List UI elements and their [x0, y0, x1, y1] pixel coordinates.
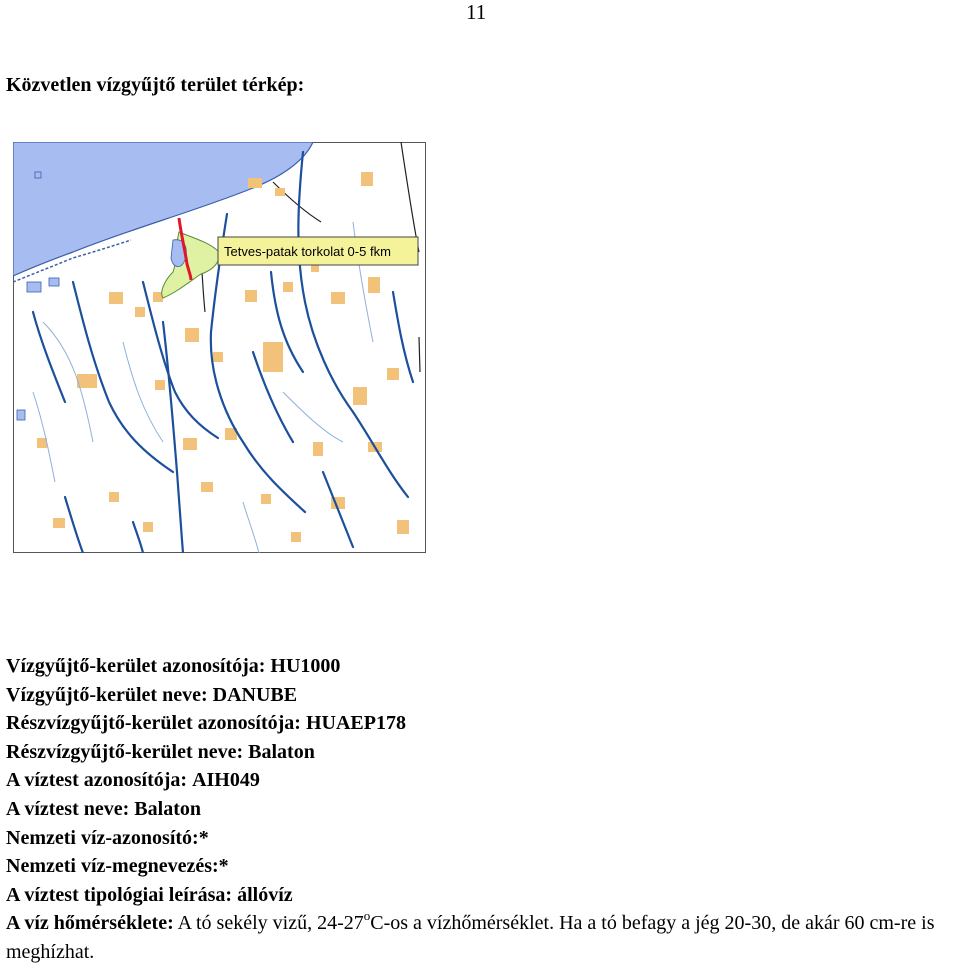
info-row-waterbody-name	[6, 795, 960, 824]
info-label: A víztest neve:	[6, 797, 130, 820]
info-label: Vízgyűjtő-kerület neve:	[6, 683, 208, 706]
info-label: A víztest azonosítója:	[6, 769, 188, 792]
info-label: Részvízgyűjtő-kerület azonosítója:	[6, 712, 301, 735]
info-value: Balaton	[134, 797, 201, 820]
info-row-subbasin-name	[6, 738, 960, 767]
info-value: HUAEP178	[305, 712, 406, 735]
info-value: AIH049	[192, 769, 260, 792]
temperature-label: A víz hőmérséklete:	[6, 912, 174, 935]
info-label: Nemzeti víz-azonosító:*	[6, 826, 209, 849]
temperature-text-before: A tó sekély vizű, 24-27	[177, 912, 364, 935]
callout	[218, 237, 418, 265]
info-row-national-name	[6, 852, 960, 881]
callout-label: Tetves-patak torkolat 0-5 fkm	[224, 244, 391, 259]
info-value: Balaton	[248, 740, 315, 763]
page-number: 11	[466, 0, 487, 24]
info-label: Részvízgyűjtő-kerület neve:	[6, 740, 244, 763]
info-label: Vízgyűjtő-kerület azonosítója:	[6, 655, 266, 677]
info-value: DANUBE	[212, 683, 298, 706]
info-row-basin-name	[6, 681, 960, 710]
info-row-temperature	[6, 909, 960, 966]
info-value: HU1000	[270, 655, 341, 677]
info-row-national-id	[6, 824, 960, 853]
info-label: A víztest tipológiai leírása:	[6, 883, 233, 906]
info-row-basin-id	[6, 652, 960, 681]
catchment-map	[13, 142, 426, 553]
info-label: Nemzeti víz-megnevezés:*	[6, 855, 229, 878]
info-value: állóvíz	[237, 883, 293, 906]
info-row-typology	[6, 881, 960, 910]
temperature-text-after: C-os a vízhőmérséklet. Ha a tó befagy a jég 20-30, de akár 60 cm-re is meghízhat.	[6, 912, 935, 963]
water-body-info	[6, 652, 960, 967]
info-row-subbasin-id	[6, 709, 960, 738]
section-title: Közvetlen vízgyűjtő terület térkép:	[6, 74, 305, 96]
temperature-degree: o	[363, 908, 371, 924]
info-row-waterbody-id	[6, 766, 960, 795]
